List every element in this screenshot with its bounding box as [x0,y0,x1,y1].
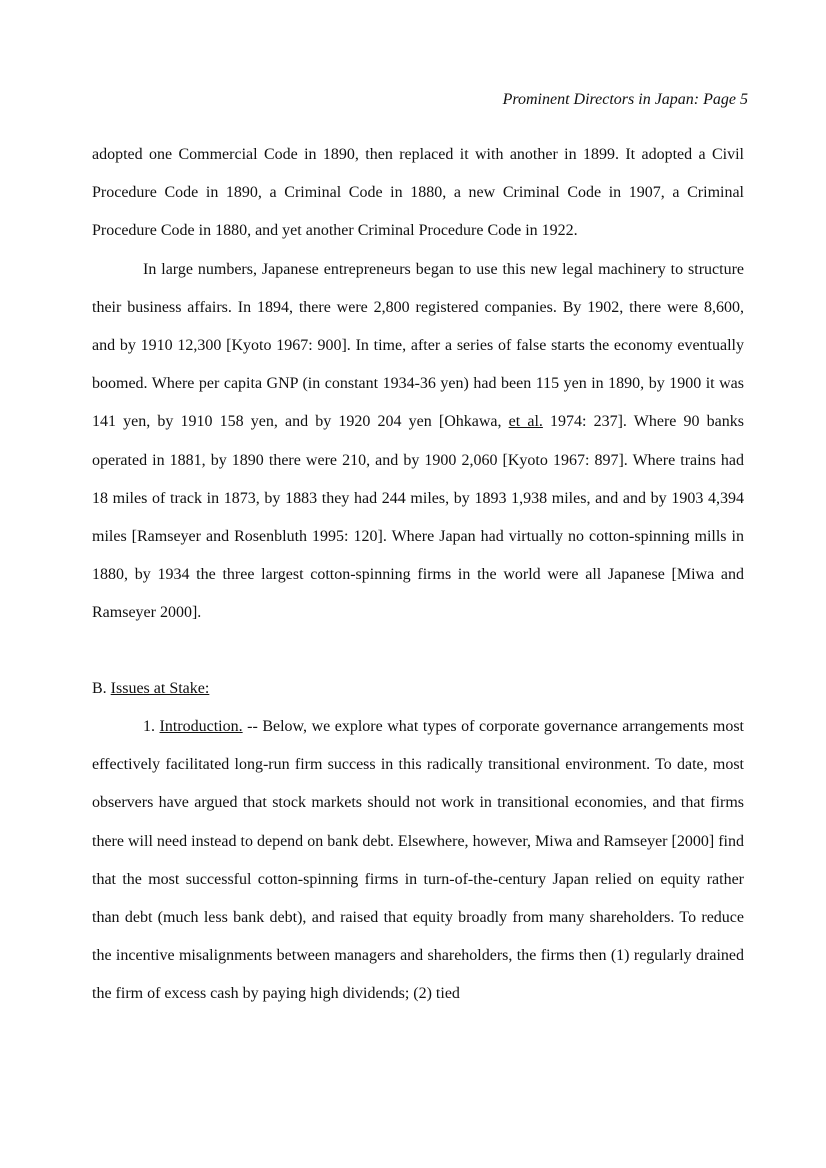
paragraph-3-text: -- Below, we explore what types of corporate governance arrangements most effectively facilitated long-run firm success in this radically transitional environment. To date, most observers have argued that stock markets should not work in transitional economies, and that firms there will need instead to depend on bank debt. Elsewhere, however, Miwa and Ramseyer [2000] find that the most successful cotton-spinning firms in turn-of-the-century Japan relied on equity rather than debt (much less bank debt), and raised that equity broadly from many shareholders. To reduce the incentive misalignments between managers and shareholders, the firms then (1) regularly drained the firm of excess cash by paying high dividends; (2) tied [92,718,745,1003]
paragraph-1: adopted one Commercial Code in 1890, then replaced it with another in 1899. It adopted a Civil Procedure Code in 1890, a Criminal Code in 1880, a new Criminal Code in 1907, a Criminal Procedure Code in 1880, and yet another Criminal Procedure Code in 1922. [92,146,744,240]
section-heading [92,670,209,708]
running-header: Prominent Directors in Japan: Page 5 [502,91,748,108]
section-title: Issues at Stake: [110,680,210,697]
body-text-block-2 [92,708,744,1014]
section-letter: B. [92,680,111,697]
body-text-block-1 [92,136,744,633]
paragraph-2-part-2: 1974: 237]. Where 90 banks operated in 1881, by 1890 there were 210, and by 1900 2,060 [Kyoto 1967: 897]. Where trains had 18 miles of track in 1873, by 1883 they had 244 miles, by 1893 1,938 miles, and and by 1903 4,394 miles [Ramseyer and Rosenbluth 1995: 120]. Where Japan had virtually no cotton-spinning mills in 1880, by 1934 the three largest cotton-spinning firms in the world were all Japanese [Miwa and Ramseyer 2000]. [92,413,745,622]
paragraph-2 [92,251,744,633]
et-al-citation: et al. [508,413,543,431]
paragraph-3 [92,708,744,1014]
paragraph-2-part-1: In large numbers, Japanese entrepreneurs began to use this new legal machinery to structure their business affairs. In 1894, there were 2,800 registered companies. By 1902, there were 8,600, and by 1910 12,300 [Kyoto 1967: 900]. In time, after a series of false starts the economy eventually boomed. Where per capita GNP (in constant 1934-36 yen) had been 115 yen in 1890, by 1900 it was 141 yen, by 1910 158 yen, and by 1920 204 yen [Ohkawa, [92,260,744,431]
subsection-title: Introduction. [159,718,243,735]
subsection-number: 1. [143,718,160,735]
